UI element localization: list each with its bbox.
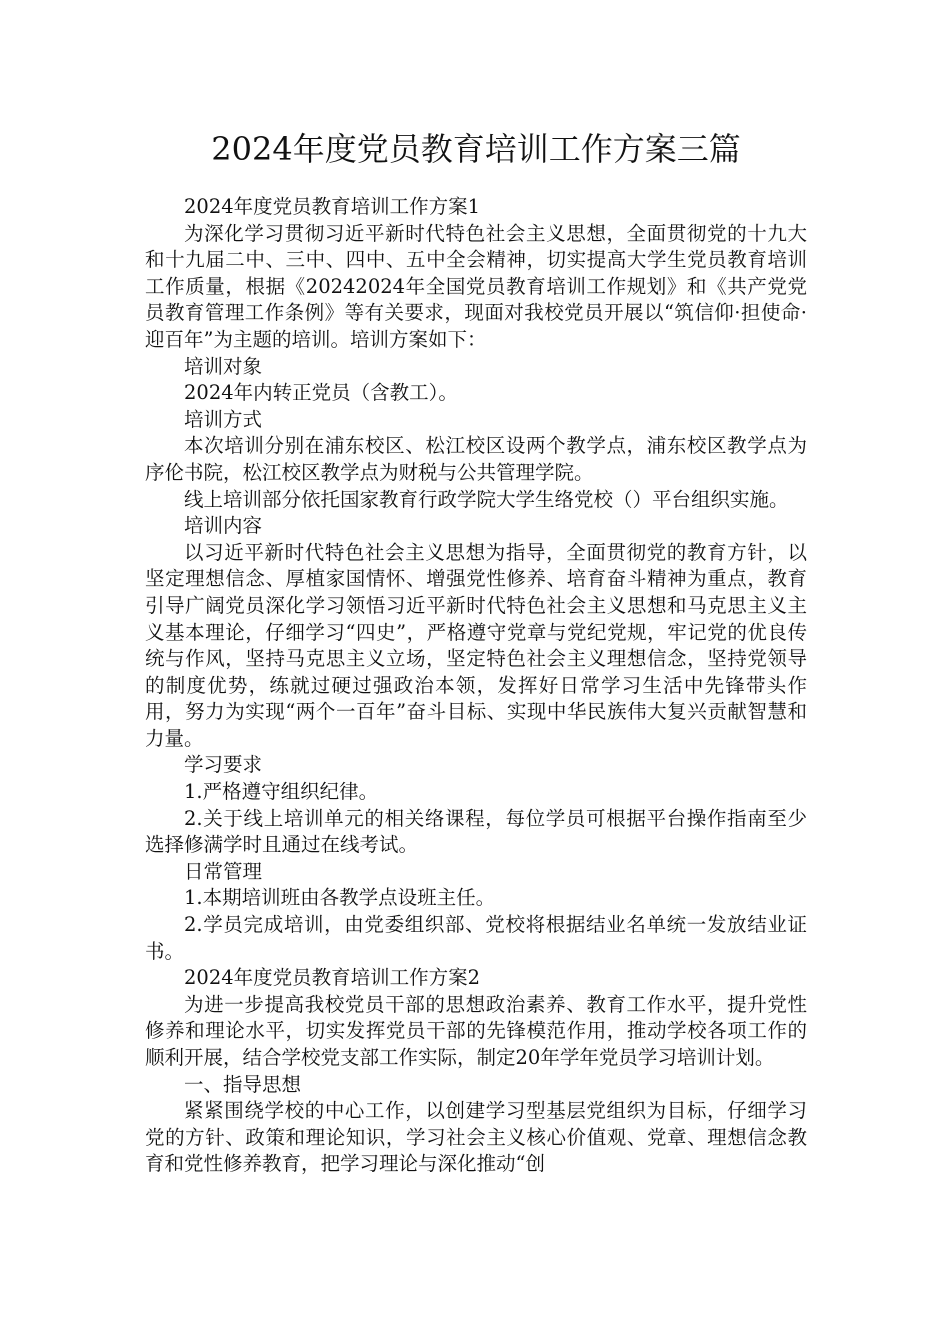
subsection-heading: 培训对象	[184, 354, 263, 378]
document-page	[145, 0, 807, 1178]
body-paragraph: 线上培训部分依托国家教育行政学院大学生络党校（）平台组织实施。	[184, 487, 789, 511]
subsection-heading: 学习要求	[184, 753, 263, 777]
document-body	[145, 194, 807, 1178]
subsection-heading: 培训内容	[184, 514, 263, 538]
body-paragraph: 为进一步提高我校党员干部的思想政治素养、教育工作水平，提升党性修养和理论水平，切实发挥党员干部的先锋模范作用，推动学校各项工作的顺利开展，结合学校党支部工作实际，制定20年学年党员学习培训计划。	[145, 992, 807, 1069]
document-title: 2024年度党员教育培训工作方案三篇	[211, 130, 741, 168]
body-paragraph: 为深化学习贯彻习近平新时代特色社会主义思想，全面贯彻党的十九大和十九届二中、三中、四中、五中全会精神，切实提高大学生党员教育培训工作质量，根据《20242024年全国党员教育培训工作规划》和《共产党党员教育管理工作条例》等有关要求，现面对我校党员开展以“筑信仰·担使命·迎百年”为主题的培训。培训方案如下：	[145, 221, 807, 351]
body-paragraph: 本次培训分别在浦东校区、松江校区设两个教学点，浦东校区教学点为序伦书院，松江校区教学点为财税与公共管理学院。	[145, 434, 807, 484]
list-item: 2.关于线上培训单元的相关络课程，每位学员可根据平台操作指南至少选择修满学时且通过在线考试。	[145, 806, 807, 857]
list-item: 1.本期培训班由各教学点设班主任。	[184, 886, 496, 910]
body-paragraph: 2024年内转正党员（含教工）。	[184, 381, 458, 405]
subsection-heading: 培训方式	[184, 407, 263, 431]
body-paragraph: 以习近平新时代特色社会主义思想为指导，全面贯彻党的教育方针，以坚定理想信念、厚植家国情怀、增强党性修养、培育奋斗精神为重点，教育引导广阔党员深化学习领悟习近平新时代特色社会主义思想和马克思主义主义基本理论，仔细学习“四史”，严格遵守党章与党纪党规，牢记党的优良传统与作风，坚持马克思主义立场，坚定特色社会主义理想信念，坚持党领导的制度优势，练就过硬过强政治本领，发挥好日常学习生活中先锋带头作用，努力为实现“两个一百年”奋斗目标、实现中华民族伟大复兴贡献智慧和力量。	[145, 540, 807, 750]
subsection-heading: 日常管理	[184, 859, 263, 883]
subsection-heading: 一、指导思想	[184, 1072, 302, 1096]
section-heading: 2024年度党员教育培训工作方案2	[184, 966, 481, 990]
section-heading: 2024年度党员教育培训工作方案1	[184, 195, 481, 218]
list-item: 2.学员完成培训，由党委组织部、党校将根据结业名单统一发放结业证书。	[145, 913, 807, 963]
body-paragraph: 紧紧围绕学校的中心工作，以创建学习型基层党组织为目标，仔细学习党的方针、政策和理论知识，学习社会主义核心价值观、党章、理想信念教育和党性修养教育，把学习理论与深化推动“创	[145, 1099, 807, 1176]
list-item: 1.严格遵守组织纪律。	[184, 780, 379, 804]
